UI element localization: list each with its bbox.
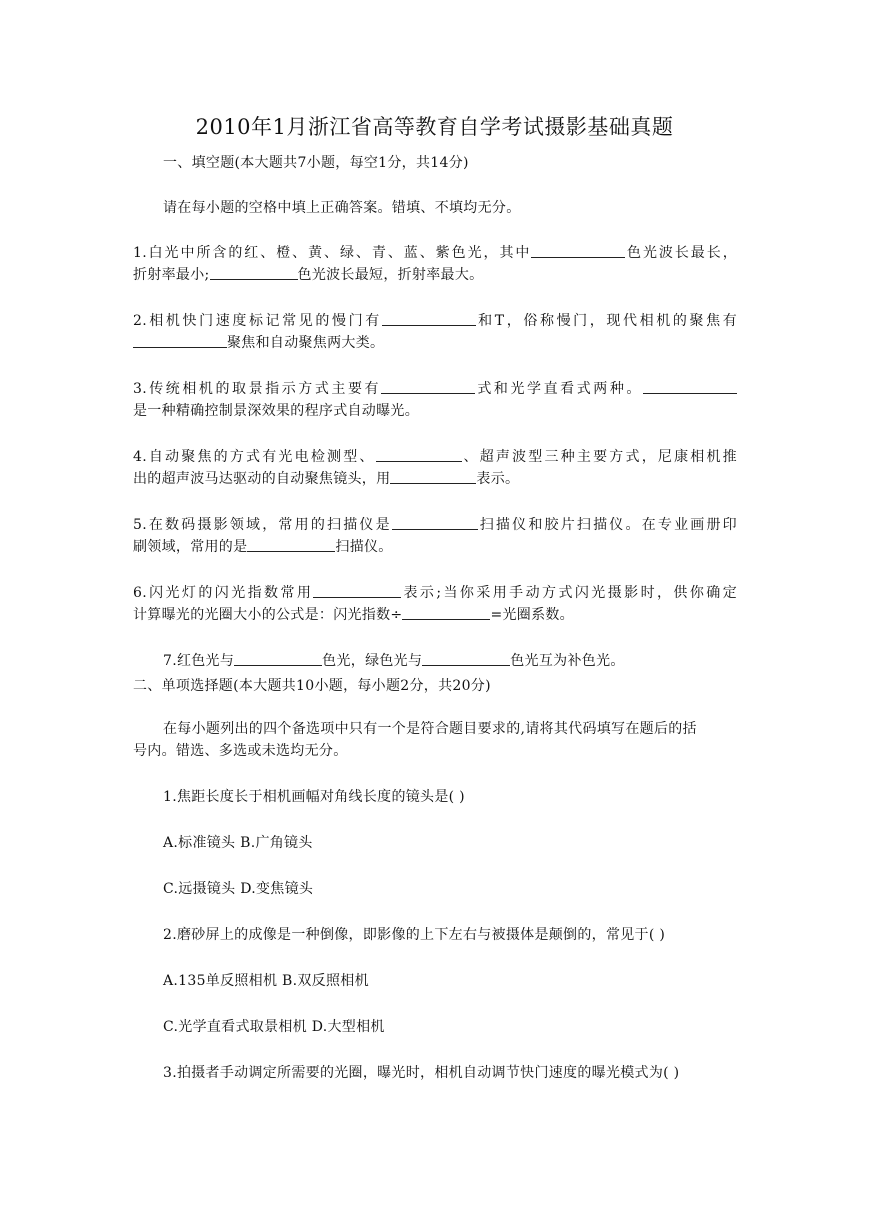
fill-question-1-line-1: 1.白光中所含的红、橙、黄、绿、青、蓝、紫色光，其中 色光波长最长， [133,245,737,261]
answer-blank [313,583,401,598]
answer-blank [390,469,476,484]
choice-question-3-stem: 3.拍摄者手动调定所需要的光圈，曝光时，相机自动调节快门速度的曝光模式为( ) [163,1065,680,1081]
section-1-instruction: 请在每小题的空格中填上正确答案。错填、不填均无分。 [163,200,521,216]
answer-blank [402,605,490,620]
section-2-instruction-line-2: 号内。错选、多选或未选均无分。 [133,743,348,759]
fill-question-6-line-2: 计算曝光的光圈大小的公式是：闪光指数÷ =光圈系数。 [133,607,574,623]
answer-blank [643,379,737,394]
answer-blank [376,447,462,462]
fill-question-3-line-1: 3.传统相机的取景指示方式主要有 式和光学直看式两种。 [133,379,737,399]
fill-question-5-line-2: 刷领域，常用的是 扫描仪。 [133,539,393,555]
answer-blank [392,515,478,530]
fill-question-2-line-1: 2.相机快门速度标记常见的慢门有 和T，俗称慢门，现代相机的聚焦有 [133,313,737,329]
answer-blank [422,651,510,666]
answer-blank [210,265,298,280]
answer-blank [247,537,335,552]
choice-question-1-stem: 1.焦距长度长于相机画幅对角线长度的镜头是( ) [163,789,465,805]
fill-question-6-line-1: 6.闪光灯的闪光指数常用 表示;当你采用手动方式闪光摄影时，供你确定 [133,585,737,601]
choice-question-1-options-cd: C.远摄镜头 D.变焦镜头 [163,881,314,897]
choice-question-2-options-ab: A.135单反照相机 B.双反照相机 [163,973,369,989]
answer-blank [133,333,227,348]
fill-question-4-line-1: 4.自动聚焦的方式有光电检测型、 、超声波型三种主要方式，尼康相机推 [133,449,737,465]
fill-question-3-line-2: 是一种精确控制景深效果的程序式自动曝光。 [133,403,419,419]
fill-question-2-line-2: 聚焦和自动聚焦两大类。 [133,333,384,353]
fill-question-5-line-1: 5.在数码摄影领域，常用的扫描仪是 扫描仪和胶片扫描仪。在专业画册印 [133,517,737,533]
fill-question-7: 7.红色光与 色光，绿色光与 色光互为补色光。 [163,653,625,669]
document-title: 2010年1月浙江省高等教育自学考试摄影基础真题 [195,115,674,139]
fill-question-4-line-2: 出的超声波马达驱动的自动聚焦镜头，用 表示。 [133,471,520,487]
choice-question-2-stem: 2.磨砂屏上的成像是一种倒像，即影像的上下左右与被摄体是颠倒的，常见于( ) [163,927,666,943]
section-2-heading: 二、单项选择题(本大题共10小题，每小题2分，共20分) [133,678,491,694]
choice-question-1-options-ab: A.标准镜头 B.广角镜头 [163,835,313,851]
answer-blank [382,311,476,326]
answer-blank [234,651,322,666]
answer-blank [381,379,475,394]
section-2-instruction-line-1: 在每小题列出的四个备选项中只有一个是符合题目要求的,请将其代码填写在题后的括 [163,721,697,737]
choice-question-2-options-cd: C.光学直看式取景相机 D.大型相机 [163,1019,385,1035]
fill-question-1-line-2: 折射率最小; 色光波长最短，折射率最大。 [133,267,484,283]
answer-blank [531,243,625,258]
section-1-heading: 一、填空题(本大题共7小题，每空1分，共14分) [163,155,469,171]
